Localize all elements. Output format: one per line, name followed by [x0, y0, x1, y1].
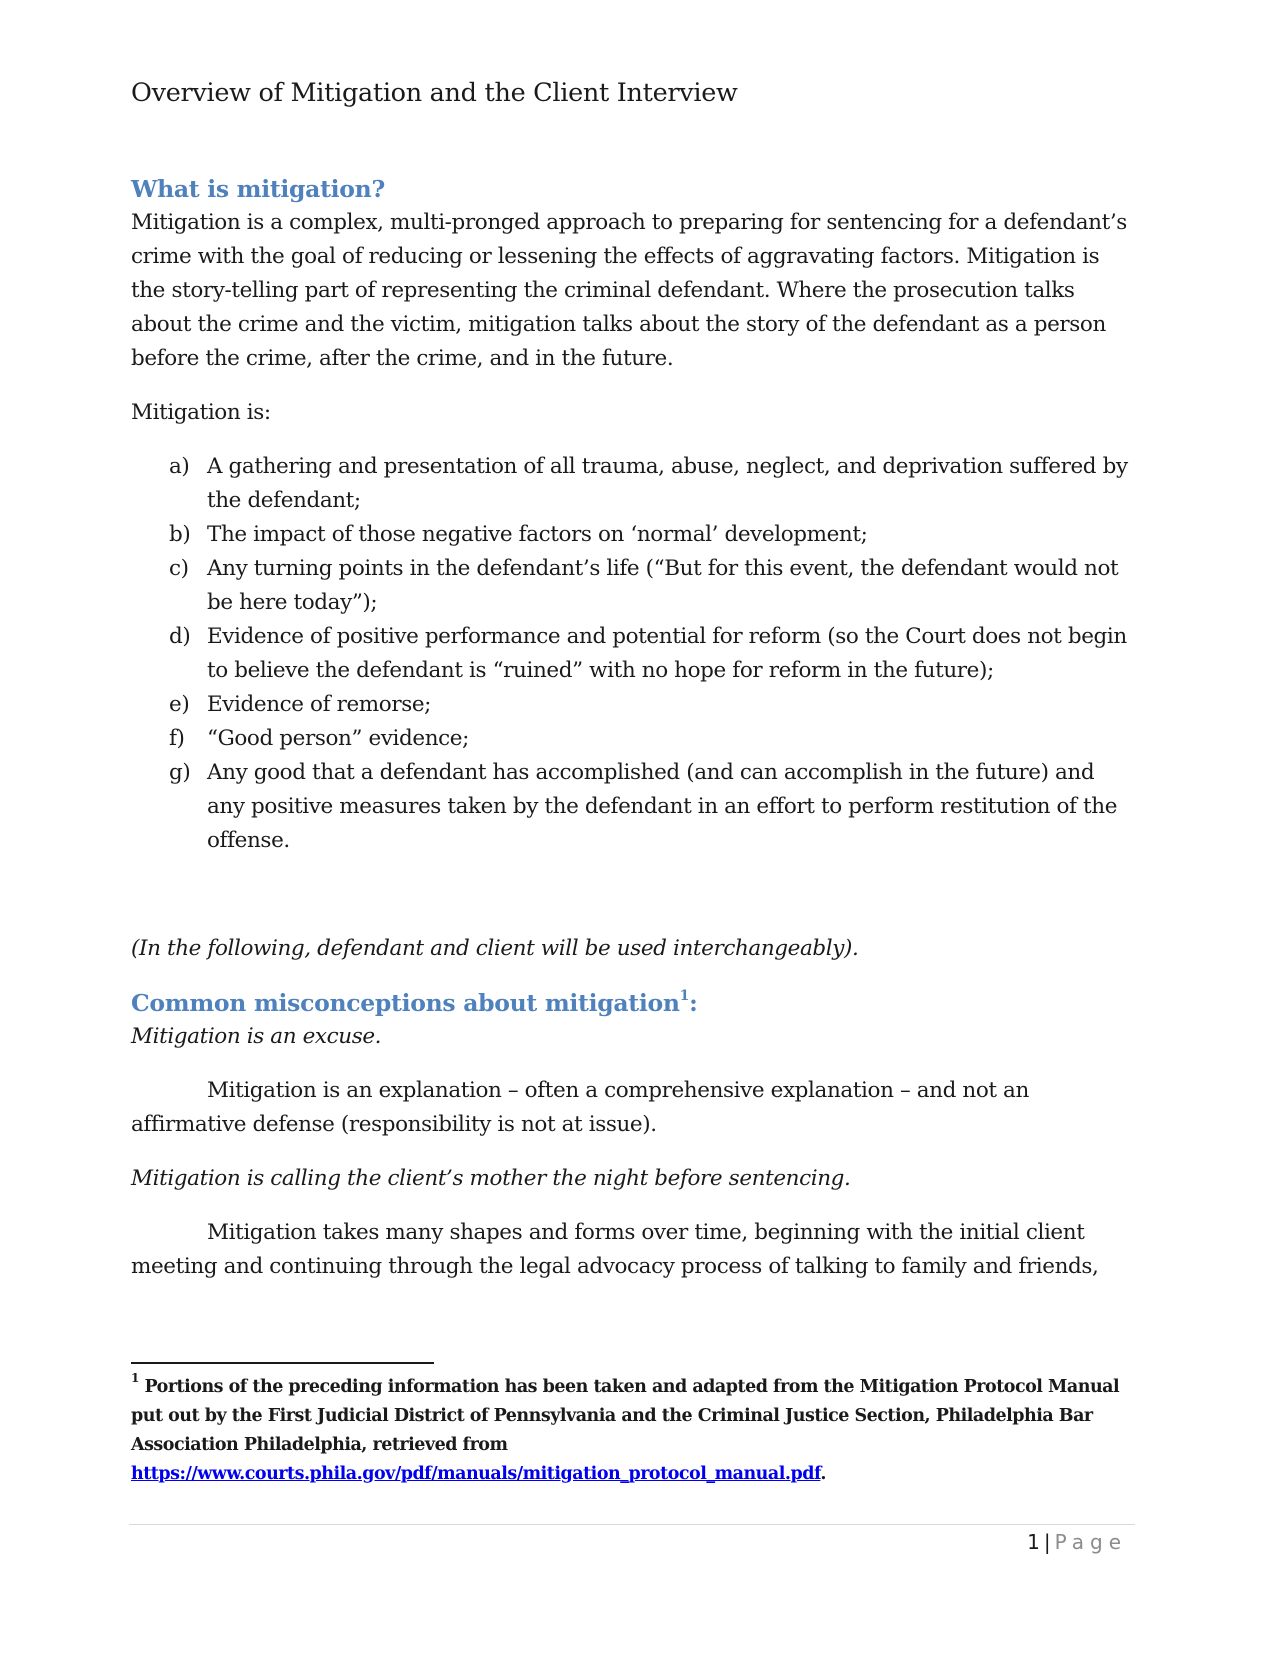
footnote-number: 1 [131, 1371, 139, 1386]
footer-separator: | [1043, 1530, 1051, 1554]
list-item-text: A gathering and presentation of all trauma, abuse, neglect, and deprivation suffered by the defendant; [207, 454, 1128, 513]
mitigation-list [131, 450, 1133, 858]
footnote [131, 1373, 1141, 1489]
intro-paragraph: Mitigation is a complex, multi-pronged approach to preparing for sentencing for a defendant’s crime with the goal of reducing or lessening the effects of aggravating factors. Mitigation is the story-telling part of representing the criminal defendant. Where the prosecution talks about the crime and the victim, mitigation talks about the story of the defendant as a person before the crime, after the crime, and in the future. [131, 210, 1127, 371]
response-1: Mitigation is an explanation – often a comprehensive explanation – and not an affirmative defense (responsibility is not at issue). [131, 1078, 1029, 1137]
footnote-reference[interactable]: 1 [679, 988, 690, 1005]
list-item [131, 620, 1133, 688]
list-item-text: Evidence of remorse; [207, 692, 431, 717]
misconception-1: Mitigation is an excuse. [131, 1024, 382, 1049]
list-item [131, 518, 1133, 552]
list-intro: Mitigation is: [131, 400, 271, 425]
footnote-link[interactable]: https://www.courts.phila.gov/pdf/manuals/mitigation_protocol_manual.pdf [131, 1464, 821, 1484]
list-item [131, 552, 1133, 620]
page-label: Page [1054, 1530, 1127, 1554]
footnote-separator [131, 1362, 434, 1364]
misconception-2: Mitigation is calling the client’s mother the night before sentencing. [131, 1166, 851, 1191]
list-item-text: Any turning points in the defendant’s life (“But for this event, the defendant would not be here today”); [207, 556, 1119, 615]
page-footer [1027, 1528, 1127, 1556]
footnote-text: Portions of the preceding information has been taken and adapted from the Mitigation Protocol Manual put out by the First Judicial District of Pennsylvania and the Criminal Justice Section, Philadelphia Bar Association Philadelphia, retrieved from [131, 1377, 1120, 1455]
document-title: Overview of Mitigation and the Client Interview [131, 78, 738, 108]
response-2: Mitigation takes many shapes and forms over time, beginning with the initial client meeting and continuing through the legal advocacy process of talking to family and friends, [131, 1220, 1099, 1279]
list-marker: a) [169, 454, 190, 479]
page-number: 1 [1027, 1530, 1040, 1554]
list-marker: c) [169, 556, 189, 581]
list-marker: d) [169, 624, 191, 649]
interchangeable-note: (In the following, defendant and client will be used interchangeably). [131, 936, 859, 961]
page-body [131, 74, 1133, 1284]
list-item-text: Evidence of positive performance and potential for reform (so the Court does not begin to believe the defendant is “ruined” with no hope for reform in the future); [207, 624, 1127, 683]
list-item-text: The impact of those negative factors on ‘normal’ development; [207, 522, 868, 547]
misconceptions-heading-text: Common misconceptions about mitigation [131, 989, 680, 1017]
list-marker: g) [169, 760, 191, 785]
heading-colon: : [689, 989, 698, 1017]
list-marker: f) [169, 726, 185, 751]
footer-divider [129, 1524, 1135, 1525]
section-heading-misconceptions [131, 986, 1133, 1020]
list-marker: b) [169, 522, 191, 547]
list-item [131, 450, 1133, 518]
footnote-end: . [820, 1464, 826, 1484]
list-item [131, 756, 1133, 858]
list-item-text: Any good that a defendant has accomplished (and can accomplish in the future) and any positive measures taken by the defendant in an effort to perform restitution of the offense. [207, 760, 1118, 853]
section-heading-what-is-mitigation: What is mitigation? [131, 175, 385, 203]
list-item [131, 722, 1133, 756]
list-item [131, 688, 1133, 722]
list-marker: e) [169, 692, 190, 717]
list-item-text: “Good person” evidence; [207, 726, 469, 751]
